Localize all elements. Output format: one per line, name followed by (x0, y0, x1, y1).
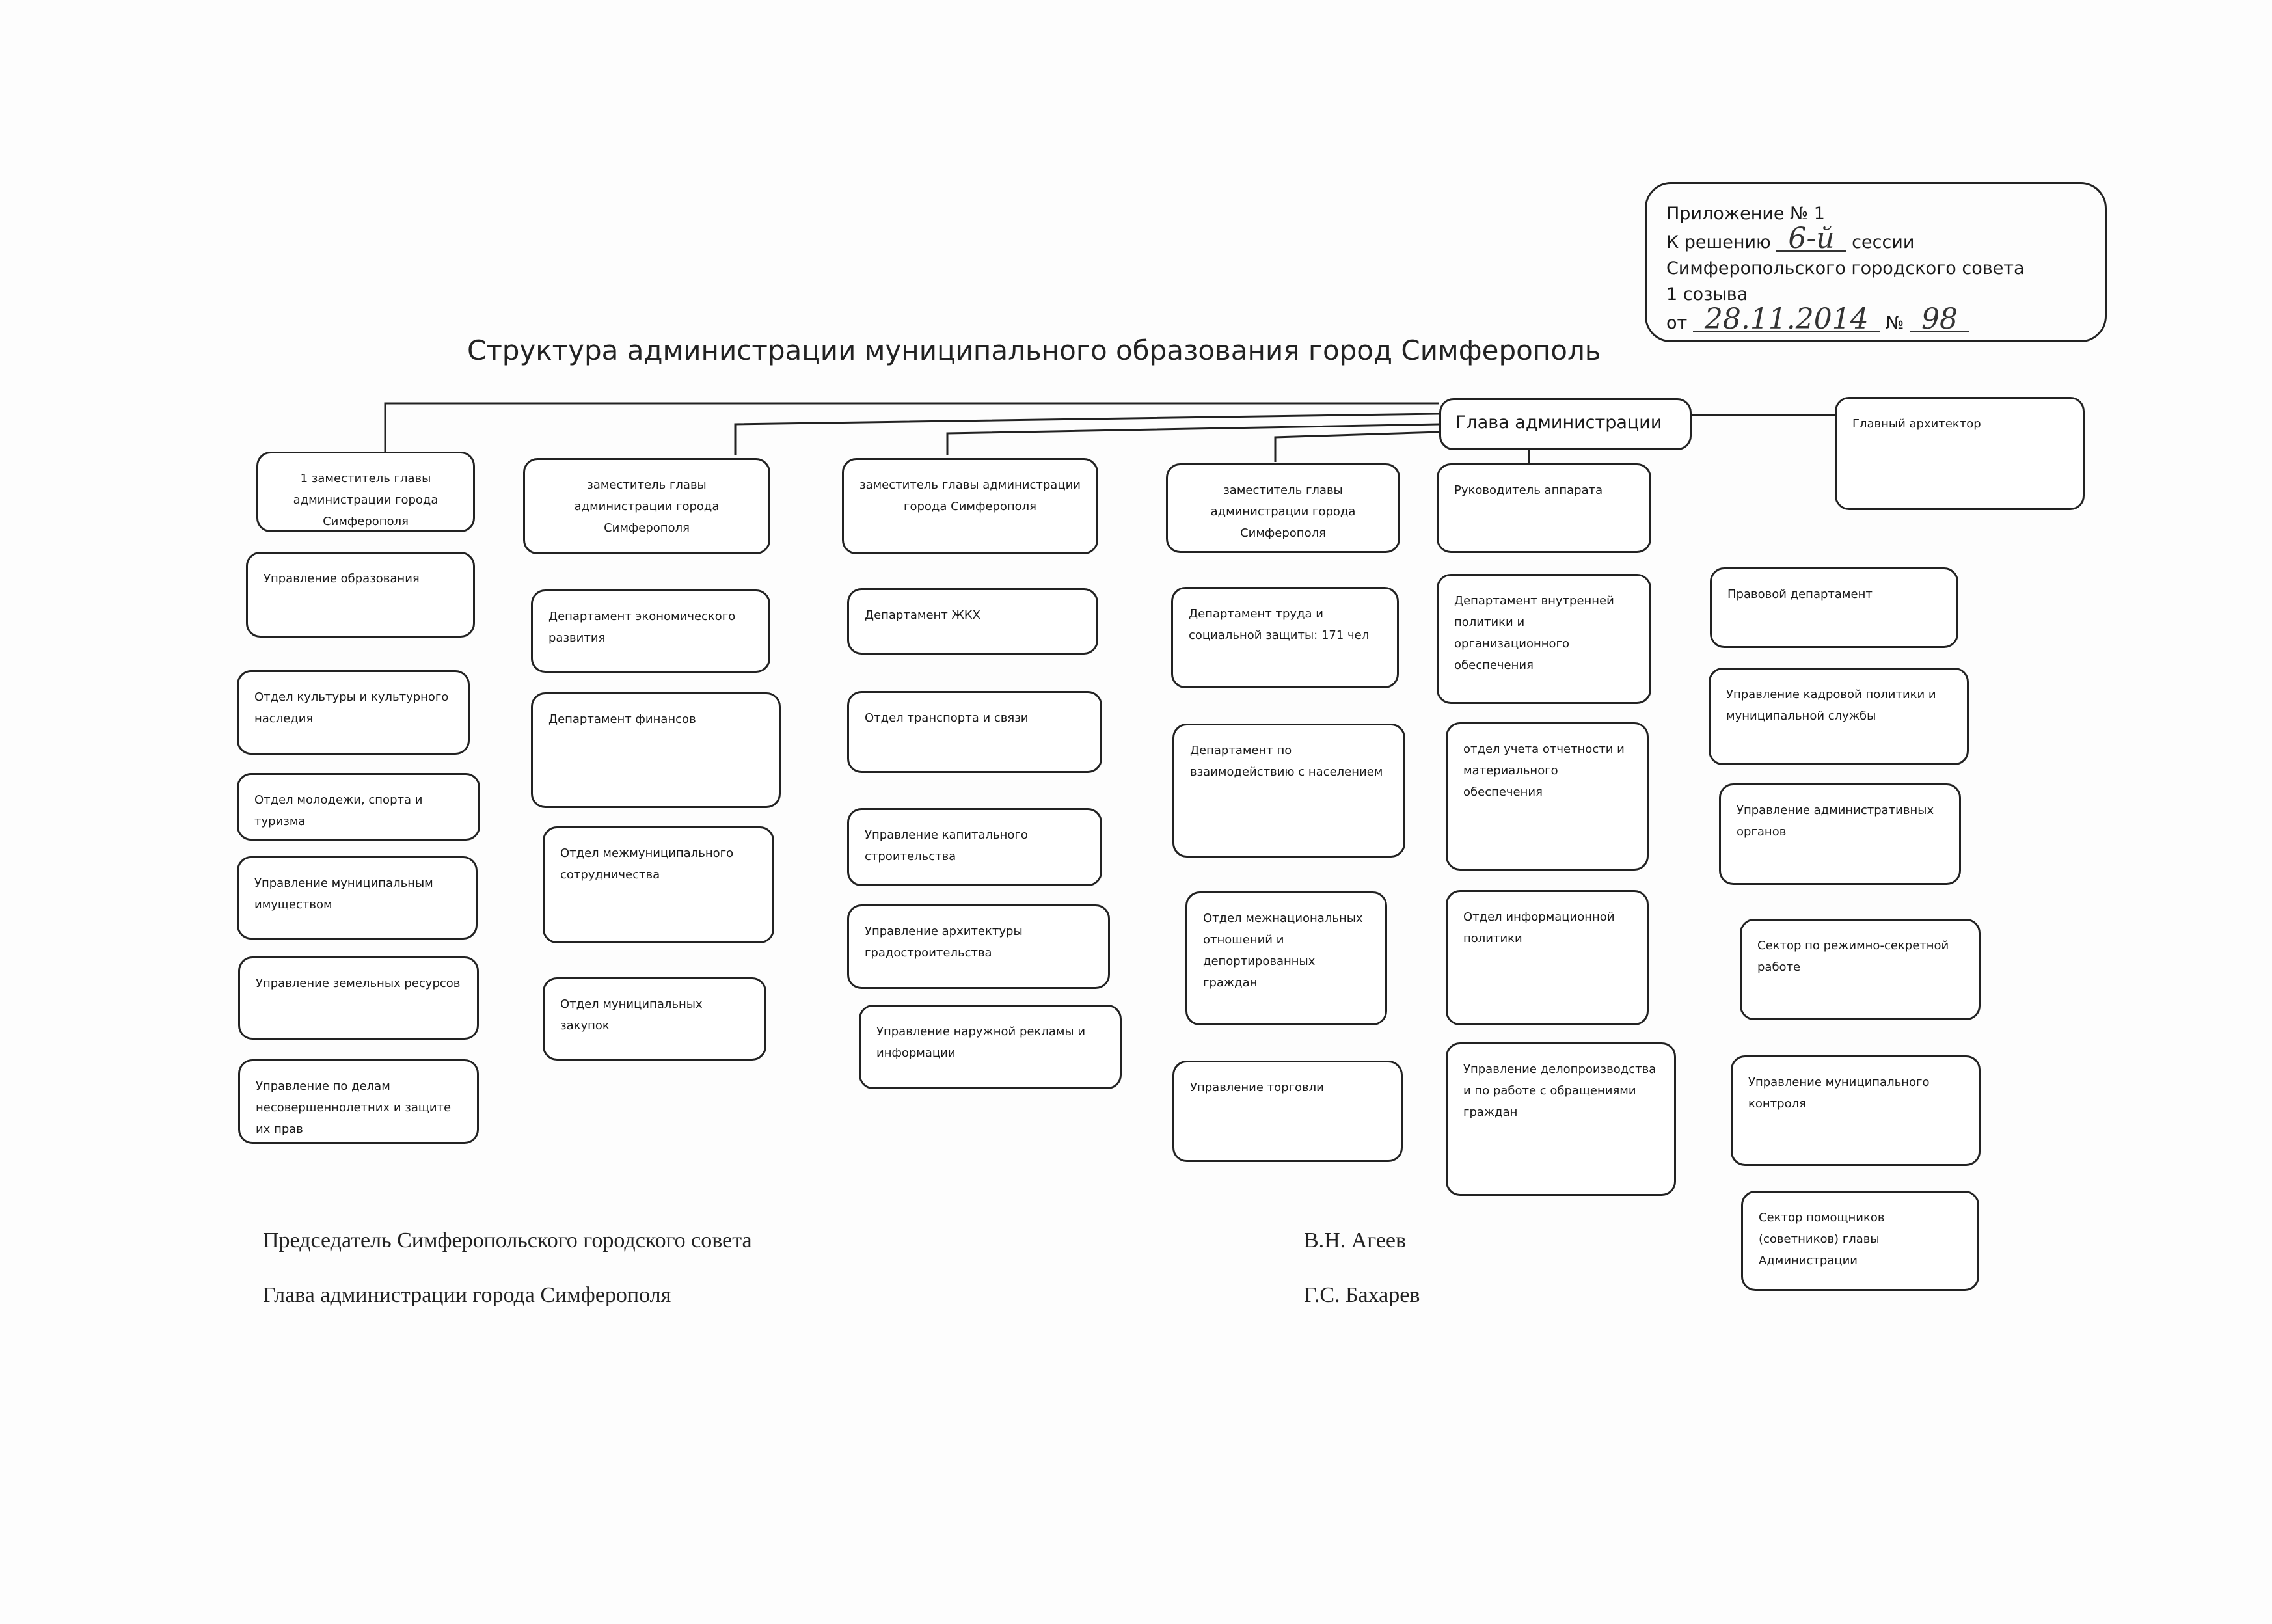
head-of-administration-box: Глава администрации (1439, 398, 1692, 450)
column5-unit-4: Управление делопроизводства и по работе с обращениями граждан (1446, 1042, 1676, 1196)
page-title: Структура администрации муниципального образования город Симферополь (467, 334, 1601, 366)
signature-role-1: Председатель Симферопольского городского совета (263, 1228, 752, 1252)
chief-architect-box: Главный архитектор (1835, 397, 2085, 510)
column4-unit-2: Департамент по взаимодействию с населением (1172, 724, 1405, 858)
column5-unit-1: Департамент внутренней политики и организационного обеспечения (1437, 574, 1651, 704)
column6-unit-6: Сектор помощников (советников) главы Администрации (1741, 1191, 1979, 1291)
column2-unit-2: Департамент финансов (531, 692, 781, 808)
column2-unit-4: Отдел муниципальных закупок (543, 977, 766, 1061)
chief-of-staff-box: Руководитель аппарата (1437, 463, 1651, 553)
appendix-session-label: сессии (1852, 232, 1915, 252)
appendix-stamp (1645, 182, 2107, 342)
column6-unit-4: Сектор по режимно-секретной работе (1740, 919, 1981, 1020)
column5-unit-2: отдел учета отчетности и материального обеспечения (1446, 722, 1649, 871)
column2-unit-1: Департамент экономического развития (531, 589, 770, 673)
appendix-session-number: 6-й (1776, 227, 1846, 252)
column4-unit-4: Управление торговли (1172, 1061, 1403, 1162)
appendix-number: 98 (1910, 308, 1969, 332)
column3-unit-4: Управление архитектуры градостроительства (847, 904, 1110, 989)
column6-unit-2: Управление кадровой политики и муниципальной службы (1709, 668, 1969, 765)
column3-unit-1: Департамент ЖКХ (847, 588, 1098, 655)
column6-unit-5: Управление муниципального контроля (1731, 1055, 1981, 1166)
first-deputy-box: 1 заместитель главы администрации города Симферополя (256, 452, 475, 532)
column2-unit-3: Отдел межмуниципального сотрудничества (543, 826, 774, 943)
column6-unit-1: Правовой департамент (1710, 567, 1958, 648)
column3-unit-2: Отдел транспорта и связи (847, 691, 1102, 773)
column4-unit-1: Департамент труда и социальной защиты: 171 чел (1171, 587, 1399, 688)
column6-unit-3: Управление административных органов (1719, 783, 1961, 885)
column1-unit-6: Управление по делам несовершеннолетних и защите их прав (238, 1059, 479, 1144)
appendix-decision-label: К решению (1666, 232, 1771, 252)
column1-unit-3: Отдел молодежи, спорта и туризма (237, 773, 480, 841)
column1-unit-4: Управление муниципальным имуществом (237, 856, 478, 940)
column1-unit-1: Управление образования (246, 552, 475, 638)
column4-unit-3: Отдел межнациональных отношений и депортированных граждан (1185, 891, 1387, 1025)
column3-unit-3: Управление капитального строительства (847, 808, 1102, 886)
deputy-box-3: заместитель главы администрации города Симферополя (842, 458, 1098, 554)
appendix-line3: Симферопольского городского совета (1666, 258, 2025, 278)
column3-unit-5: Управление наружной рекламы и информации (859, 1005, 1122, 1089)
appendix-number-label: № (1886, 313, 1904, 333)
appendix-date: 28.11.2014 (1693, 308, 1880, 332)
appendix-line4: 1 созыва (1666, 284, 1748, 304)
appendix-line2 (1666, 222, 2085, 256)
signature-name-1: В.Н. Агеев (1304, 1228, 1407, 1252)
deputy-box-2: заместитель главы администрации города Симферополя (523, 458, 770, 554)
appendix-line5 (1666, 303, 2085, 336)
appendix-line1: Приложение № 1 (1666, 204, 1825, 224)
signature-name-2: Г.С. Бахарев (1304, 1283, 1420, 1307)
column5-unit-3: Отдел информационной политики (1446, 890, 1649, 1025)
column1-unit-5: Управление земельных ресурсов (238, 956, 479, 1040)
signature-role-2: Глава администрации города Симферополя (263, 1283, 671, 1307)
appendix-date-label: от (1666, 313, 1688, 333)
column1-unit-2: Отдел культуры и культурного наследия (237, 670, 470, 755)
deputy-box-4: заместитель главы администрации города Симферополя (1166, 463, 1400, 553)
